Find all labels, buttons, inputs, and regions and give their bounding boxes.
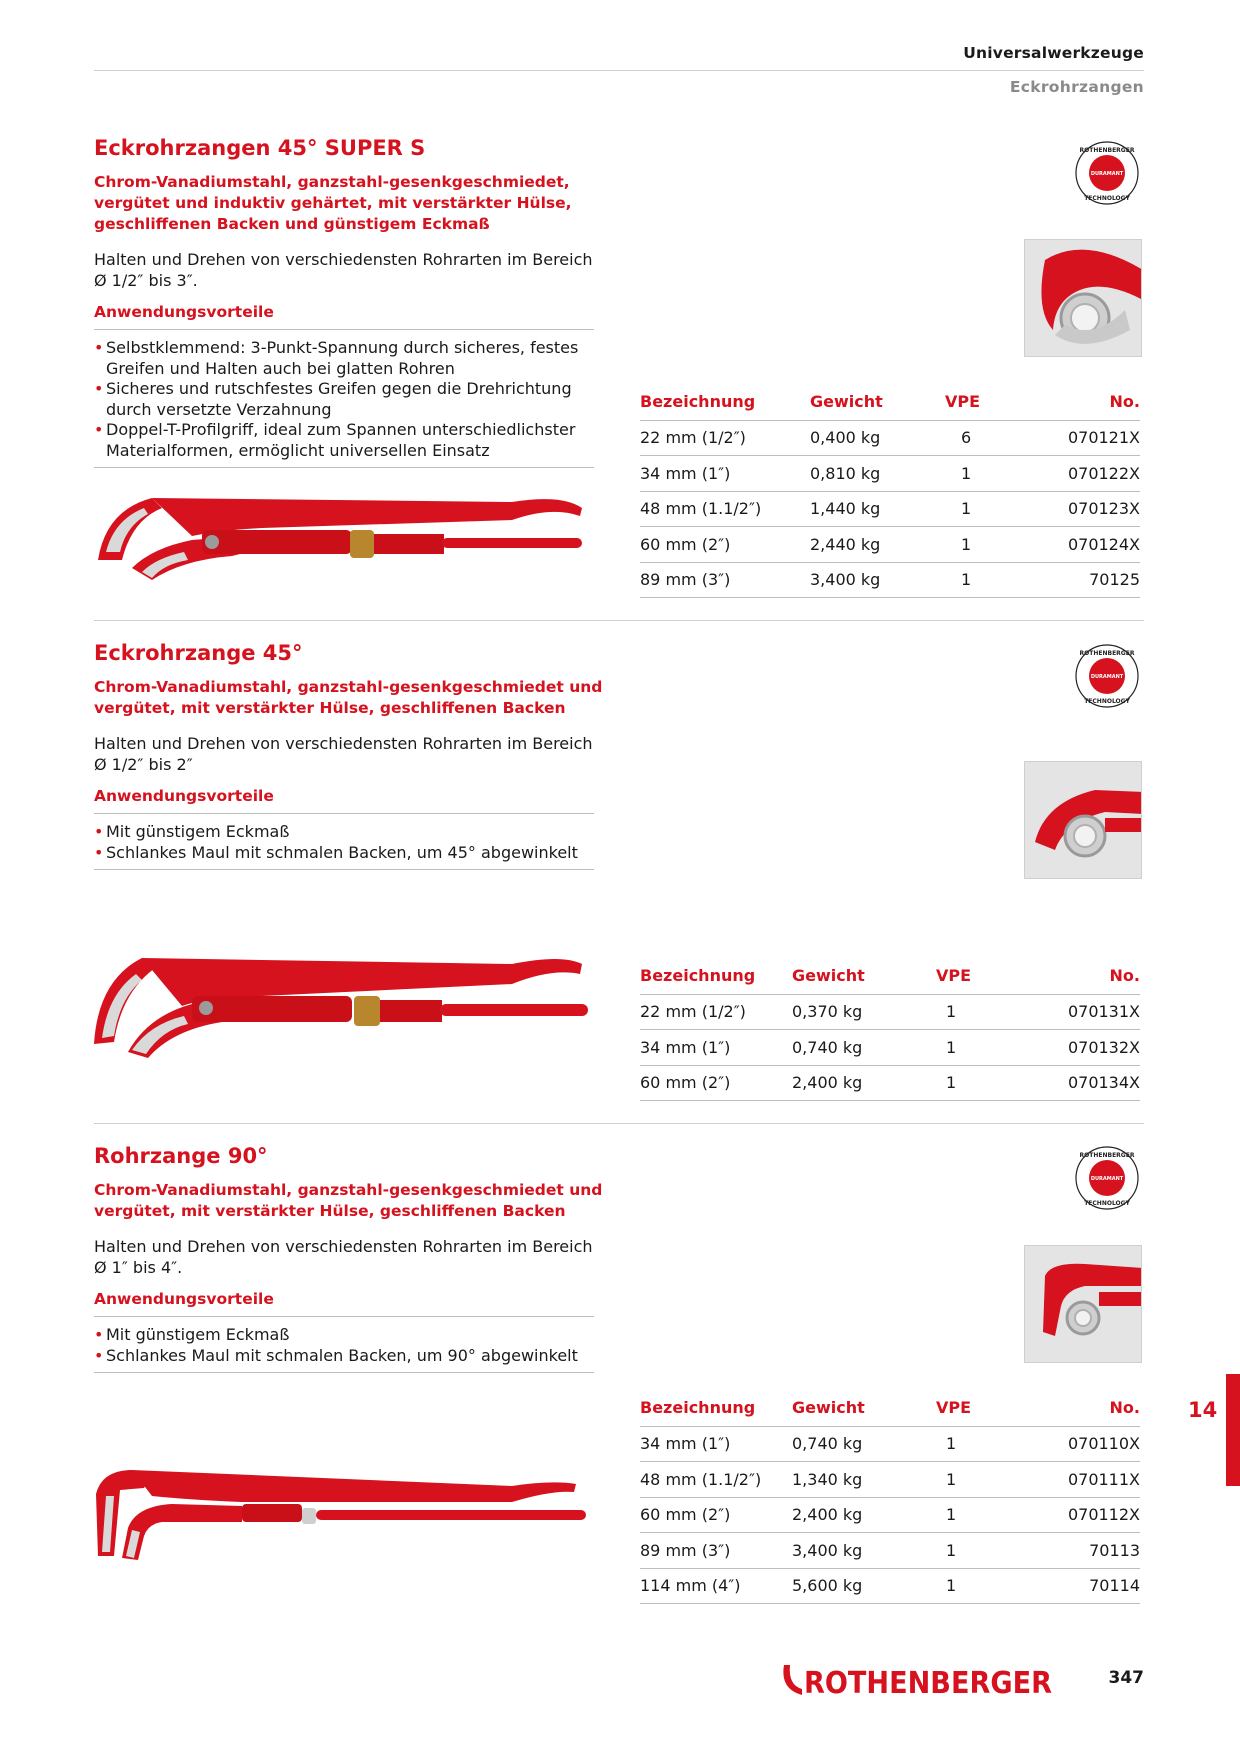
pipe-wrench-90-image <box>92 1466 592 1566</box>
svg-text:ROTHENBERGER: ROTHENBERGER <box>1079 650 1135 657</box>
section-divider <box>94 620 1144 621</box>
cell: 070110X <box>1016 1426 1140 1462</box>
cell: 1,340 kg <box>792 1462 936 1498</box>
duramant-seal-icon <box>1074 643 1140 709</box>
cell: 60 mm (2″) <box>640 1065 792 1101</box>
jaw-closeup-image <box>1024 761 1142 879</box>
cell: 70125 <box>1025 562 1140 598</box>
table-row <box>640 491 1140 527</box>
cell: 070131X <box>1016 994 1140 1030</box>
pipe-wrench-45-image <box>92 950 592 1060</box>
cell: 0,740 kg <box>792 1030 936 1066</box>
cell: 070112X <box>1016 1497 1140 1533</box>
cell: 070111X <box>1016 1462 1140 1498</box>
chapter-number: 14 <box>1188 1398 1218 1422</box>
list-item: • Doppel-T-Profilgriff, ideal zum Spannen unterschiedlichster Materialformen, ermöglicht universellen Einsatz <box>94 420 594 461</box>
col-no: No. <box>1025 384 1140 420</box>
table-row <box>640 420 1140 456</box>
cell: 6 <box>945 420 1025 456</box>
section-description: Halten und Drehen von verschiedensten Rohrarten im Bereich Ø 1″ bis 4″. <box>94 1237 593 1277</box>
chapter-tab-marker <box>1226 1374 1240 1486</box>
cell: 2,400 kg <box>792 1065 936 1101</box>
cell: 2,440 kg <box>810 527 945 563</box>
duramant-seal-icon <box>1074 1145 1140 1211</box>
section-description: Halten und Drehen von verschiedensten Rohrarten im Bereich Ø 1/2″ bis 3″. <box>94 250 593 290</box>
cell: 1 <box>936 1065 1016 1101</box>
svg-text:DURAMANT: DURAMANT <box>1090 674 1124 680</box>
col-gewicht: Gewicht <box>792 1390 936 1426</box>
section-subtitle: Chrom-Vanadiumstahl, ganzstahl-gesenkgeschmiedet und vergütet, mit verstärkter Hülse, geschliffenen Backen <box>94 1181 603 1220</box>
cell: 070122X <box>1025 456 1140 492</box>
section-title: Eckrohrzangen 45° SUPER S <box>94 136 426 160</box>
jaw-closeup-image <box>1024 239 1142 357</box>
section-90 <box>94 1144 1144 1373</box>
advantages-heading: Anwendungsvorteile <box>94 1290 594 1317</box>
col-bezeichnung: Bezeichnung <box>640 958 792 994</box>
table-row <box>640 456 1140 492</box>
table-row <box>640 1065 1140 1101</box>
cell: 1 <box>945 562 1025 598</box>
cell: 070132X <box>1016 1030 1140 1066</box>
svg-text:TECHNOLOGY: TECHNOLOGY <box>1084 698 1130 705</box>
cell: 1 <box>945 491 1025 527</box>
list-item: • Schlankes Maul mit schmalen Backen, um 90° abgewinkelt <box>94 1346 594 1367</box>
section-title: Eckrohrzange 45° <box>94 641 303 665</box>
list-item: • Sicheres und rutschfestes Greifen gegen die Drehrichtung durch versetzte Verzahnung <box>94 379 594 420</box>
jaw-closeup-image <box>1024 1245 1142 1363</box>
cell: 1 <box>945 456 1025 492</box>
cell: 34 mm (1″) <box>640 1030 792 1066</box>
spec-table-super-s <box>640 384 1140 598</box>
col-bezeichnung: Bezeichnung <box>640 384 810 420</box>
svg-text:ROTHENBERGER: ROTHENBERGER <box>1079 1152 1135 1159</box>
table-row <box>640 1462 1140 1498</box>
spec-table-90 <box>640 1390 1140 1604</box>
cell: 1 <box>945 527 1025 563</box>
col-gewicht: Gewicht <box>792 958 936 994</box>
cell: 070124X <box>1025 527 1140 563</box>
cell: 070121X <box>1025 420 1140 456</box>
cell: 34 mm (1″) <box>640 1426 792 1462</box>
svg-text:DURAMANT: DURAMANT <box>1090 171 1124 177</box>
duramant-seal-icon <box>1074 140 1140 206</box>
rothenberger-logo <box>780 1661 1080 1701</box>
advantages-list <box>94 330 594 468</box>
pipe-wrench-super-s-image <box>92 490 592 590</box>
section-45 <box>94 641 1144 870</box>
advantages-heading: Anwendungsvorteile <box>94 787 594 814</box>
cell: 070134X <box>1016 1065 1140 1101</box>
cell: 0,370 kg <box>792 994 936 1030</box>
cell: 3,400 kg <box>792 1533 936 1569</box>
table-row <box>640 1568 1140 1604</box>
table-header-row <box>640 958 1140 994</box>
page-number: 347 <box>1108 1668 1144 1688</box>
list-item: • Mit günstigem Eckmaß <box>94 1325 594 1346</box>
cell: 1 <box>936 1030 1016 1066</box>
cell: 1 <box>936 1426 1016 1462</box>
table-header-row <box>640 384 1140 420</box>
section-description: Halten und Drehen von verschiedensten Rohrarten im Bereich Ø 1/2″ bis 2″ <box>94 734 593 774</box>
section-title: Rohrzange 90° <box>94 1144 268 1168</box>
cell: 89 mm (3″) <box>640 1533 792 1569</box>
svg-text:TECHNOLOGY: TECHNOLOGY <box>1084 1200 1130 1207</box>
header-divider <box>94 70 1144 71</box>
col-no: No. <box>1016 958 1140 994</box>
cell: 5,600 kg <box>792 1568 936 1604</box>
table-row <box>640 562 1140 598</box>
col-vpe: VPE <box>936 1390 1016 1426</box>
header-category: Universalwerkzeuge <box>963 44 1144 62</box>
cell: 89 mm (3″) <box>640 562 810 598</box>
col-gewicht: Gewicht <box>810 384 945 420</box>
cell: 0,810 kg <box>810 456 945 492</box>
svg-text:TECHNOLOGY: TECHNOLOGY <box>1084 195 1130 202</box>
col-vpe: VPE <box>945 384 1025 420</box>
cell: 70114 <box>1016 1568 1140 1604</box>
cell: 1 <box>936 994 1016 1030</box>
table-row <box>640 1497 1140 1533</box>
table-row <box>640 527 1140 563</box>
cell: 34 mm (1″) <box>640 456 810 492</box>
advantages-heading: Anwendungsvorteile <box>94 303 594 330</box>
cell: 22 mm (1/2″) <box>640 420 810 456</box>
table-row <box>640 1030 1140 1066</box>
col-bezeichnung: Bezeichnung <box>640 1390 792 1426</box>
cell: 2,400 kg <box>792 1497 936 1533</box>
svg-text:DURAMANT: DURAMANT <box>1090 1176 1124 1182</box>
cell: 1,440 kg <box>810 491 945 527</box>
cell: 60 mm (2″) <box>640 527 810 563</box>
cell: 3,400 kg <box>810 562 945 598</box>
cell: 0,400 kg <box>810 420 945 456</box>
list-item: • Mit günstigem Eckmaß <box>94 822 594 843</box>
cell: 0,740 kg <box>792 1426 936 1462</box>
cell: 22 mm (1/2″) <box>640 994 792 1030</box>
col-vpe: VPE <box>936 958 1016 994</box>
cell: 114 mm (4″) <box>640 1568 792 1604</box>
section-subtitle: Chrom-Vanadiumstahl, ganzstahl-gesenkgeschmiedet, vergütet und induktiv gehärtet, mit verstärkter Hülse, geschliffenen Backen und günstigem Eckmaß <box>94 173 572 233</box>
section-divider <box>94 1123 1144 1124</box>
table-header-row <box>640 1390 1140 1426</box>
table-row <box>640 994 1140 1030</box>
cell: 48 mm (1.1/2″) <box>640 1462 792 1498</box>
svg-text:ROTHENBERGER: ROTHENBERGER <box>804 1666 1052 1701</box>
cell: 1 <box>936 1497 1016 1533</box>
section-subtitle: Chrom-Vanadiumstahl, ganzstahl-gesenkgeschmiedet und vergütet, mit verstärkter Hülse, geschliffenen Backen <box>94 678 603 717</box>
cell: 48 mm (1.1/2″) <box>640 491 810 527</box>
cell: 70113 <box>1016 1533 1140 1569</box>
cell: 1 <box>936 1568 1016 1604</box>
advantages-list <box>94 814 594 870</box>
list-item: • Selbstklemmend: 3-Punkt-Spannung durch sicheres, festes Greifen und Halten auch bei glatten Rohren <box>94 338 594 379</box>
svg-text:ROTHENBERGER: ROTHENBERGER <box>1079 147 1135 154</box>
cell: 1 <box>936 1462 1016 1498</box>
table-row <box>640 1426 1140 1462</box>
cell: 1 <box>936 1533 1016 1569</box>
cell: 60 mm (2″) <box>640 1497 792 1533</box>
spec-table-45 <box>640 958 1140 1101</box>
col-no: No. <box>1016 1390 1140 1426</box>
header-subcategory: Eckrohrzangen <box>1009 78 1144 96</box>
advantages-list <box>94 1317 594 1373</box>
cell: 070123X <box>1025 491 1140 527</box>
list-item: • Schlankes Maul mit schmalen Backen, um 45° abgewinkelt <box>94 843 594 864</box>
table-row <box>640 1533 1140 1569</box>
